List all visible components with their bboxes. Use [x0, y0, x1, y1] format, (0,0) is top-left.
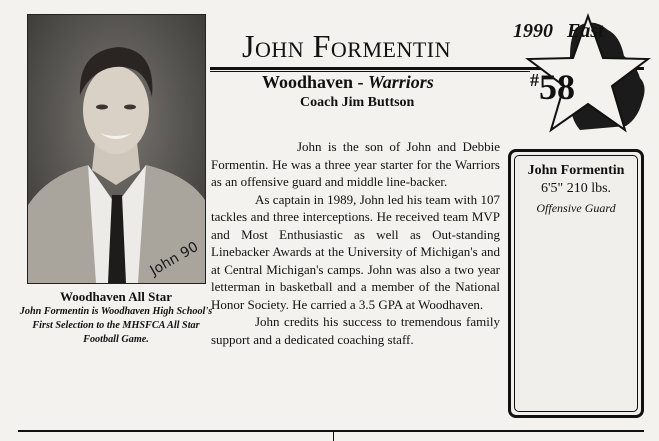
player-photo [27, 14, 206, 284]
school-mascot: Warriors [368, 72, 434, 92]
stats-box [508, 149, 644, 418]
badge-region: East [567, 20, 604, 42]
school-line [262, 72, 434, 93]
badge-year: 1990 [513, 20, 553, 42]
bio-text [211, 138, 500, 348]
jersey-num: 58 [539, 67, 575, 107]
bio-paragraph-2: As captain in 1989, John led his team with 107 tackles and three interceptions. He received team MVP and Most Enthusiastic as well as Out-standing Linebacker Awards at the University of Michigan's and at Central Michigan's camps. John was also a two year letterman in basketball and a member of the National Honor Society. He carried a 3.5 GPA at Woodhaven. [211, 191, 500, 312]
caption-title: Woodhaven All Star [60, 289, 172, 304]
bottom-divider [333, 430, 334, 441]
stats-box-inner [514, 155, 638, 412]
coach-line: Coach Jim Buttson [300, 95, 415, 110]
bio-paragraph-1: John is the son of John and Debbie Formentin. He was a three year starter for the Warriors as an offensive guard and middle line-backer. [211, 139, 500, 189]
year-region [513, 20, 604, 43]
jersey-number [530, 66, 575, 108]
school-name: Woodhaven [262, 72, 354, 92]
photo-signature: John 90 [147, 238, 202, 280]
stats-box-size: 6'5" 210 lbs. [540, 181, 612, 196]
bottom-rule [18, 430, 644, 432]
player-name-title: John Formentin [242, 28, 452, 64]
jersey-hash: # [530, 70, 539, 90]
bio-paragraph-3: John credits his success to tremendous family support and a dedicated coaching staff. [211, 314, 500, 347]
caption-body: John Formentin is Woodhaven High School's First Selection to the MHSFCA All Star Football Game. [19, 306, 213, 345]
stats-box-name: John Formentin [527, 163, 625, 178]
stats-box-position: Offensive Guard [536, 201, 616, 215]
school-separator: - [353, 72, 369, 92]
